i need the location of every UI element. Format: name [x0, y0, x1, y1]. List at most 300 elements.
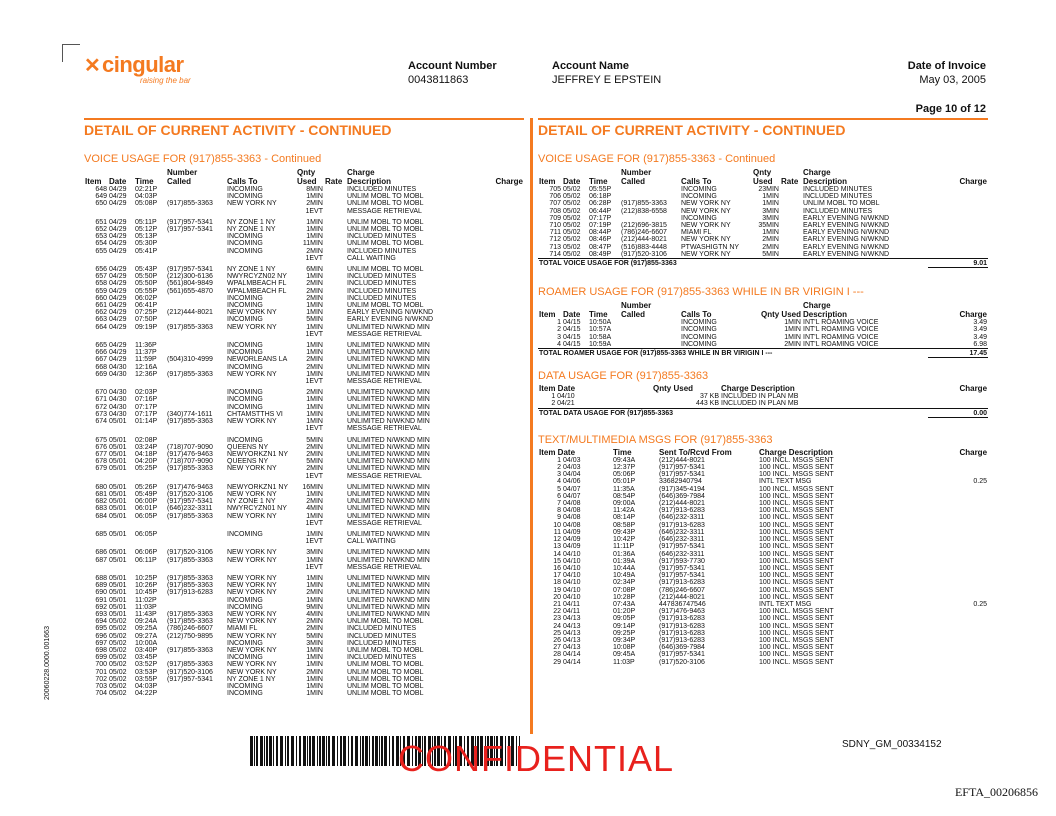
called-cell: (917)957-5341: [167, 498, 213, 506]
rate-cell: [780, 251, 802, 259]
rate-cell: [324, 564, 346, 571]
calls-to-cell: [226, 331, 296, 338]
charge-cell: [466, 690, 524, 697]
charge-cell: [466, 233, 524, 240]
calls-to-cell: INCOMING: [227, 389, 263, 397]
date-cell: 04/13: [563, 644, 581, 652]
right-column: [538, 118, 988, 666]
calls-to-cell: INCOMING: [227, 596, 263, 604]
charge-cell: [466, 280, 524, 287]
time-cell: 09:25A: [135, 625, 158, 633]
called-cell: (917)855-3363: [167, 465, 213, 473]
roamer-usage-table: [538, 300, 988, 358]
calls-to-cell: [226, 378, 296, 385]
charge-cell: [466, 404, 524, 411]
item-cell: 657: [95, 273, 107, 281]
date-cell: 04/29: [109, 193, 127, 201]
sent-to-cell: (917)345-4194: [659, 485, 705, 493]
item-cell: 691: [95, 596, 107, 604]
charge-cell: [928, 222, 988, 229]
charge-cell: [466, 255, 524, 262]
table-row: [84, 389, 524, 396]
col-date: Date: [563, 310, 581, 320]
date-cell: [108, 538, 134, 545]
time-cell: 05:25P: [135, 465, 158, 473]
calls-to-cell: INCOMING: [227, 403, 263, 411]
item-cell: 693: [95, 610, 107, 618]
table-row: [84, 396, 524, 403]
barcode-bar: [303, 736, 306, 766]
item-cell: 669: [95, 370, 107, 378]
time-cell: 09:25P: [613, 629, 636, 637]
date-cell: 05/01: [109, 603, 127, 611]
used-cell: 1MIN: [306, 193, 323, 201]
calls-to-cell: INCOMING: [681, 340, 717, 348]
calls-to-cell: [226, 520, 296, 527]
table-row: [84, 491, 524, 498]
time-cell: [134, 255, 166, 262]
item-cell: 712: [549, 236, 561, 244]
charge-cell: 3.49: [973, 333, 987, 341]
date-cell: 04/30: [109, 363, 127, 371]
charge-cell: [466, 604, 524, 611]
sent-to-cell: (917)957-5341: [659, 572, 705, 580]
calls-to-cell: INCOMING: [227, 294, 263, 302]
table-row: [84, 219, 524, 226]
used-cell: 16MIN: [302, 483, 323, 491]
time-cell: [134, 208, 166, 215]
time-cell: 06:00P: [135, 498, 158, 506]
date-cell: 04/29: [109, 200, 127, 208]
charge-cell: [466, 589, 524, 596]
time-cell: 10:49A: [613, 572, 636, 580]
used-cell: 2MIN: [306, 668, 323, 676]
table-row: [84, 425, 524, 432]
item-cell: 699: [95, 654, 107, 662]
time-cell: 02:34P: [613, 579, 636, 587]
called-cell: (917)855-3363: [167, 418, 213, 426]
date-cell: 05/02: [109, 690, 127, 698]
col-item: Item: [85, 177, 102, 186]
item-cell: 698: [95, 646, 107, 654]
sent-to-cell: (917)957-5341: [659, 564, 705, 572]
description-cell: UNLIMITED N/WKND MIN: [347, 418, 430, 426]
rate-cell: [324, 248, 346, 255]
time-cell: 10:58A: [589, 333, 612, 341]
barcode-bar: [254, 736, 255, 766]
date-cell: 04/09: [563, 536, 581, 544]
calls-to-cell: INCOMING: [227, 186, 263, 193]
time-cell: 06:28P: [589, 200, 612, 208]
table-header: [538, 448, 988, 457]
calls-to-cell: NEW YORK NY: [681, 222, 731, 230]
time-cell: 12:37P: [613, 464, 636, 472]
charge-cell: 3.49: [973, 319, 987, 327]
used-cell: 5MIN: [762, 250, 779, 258]
barcode-bar: [264, 736, 265, 766]
date-cell: 04/29: [109, 349, 127, 357]
calls-to-cell: NEWYORKZN1 NY: [227, 483, 289, 491]
calls-to-cell: NEW YORK NY: [227, 418, 277, 426]
barcode-bar: [266, 736, 268, 766]
used-cell: 5MIN: [306, 632, 323, 640]
rate-cell: [324, 557, 346, 564]
charge-cell: [466, 364, 524, 371]
calls-to-cell: QUEENS NY: [227, 443, 269, 451]
data-total-row: [538, 408, 988, 417]
barcode-bar: [260, 736, 263, 766]
item-cell: [84, 425, 108, 432]
called-cell: (786)246-6607: [621, 229, 667, 237]
table-row: [84, 498, 524, 505]
description-cell: INCLUDED MINUTES: [347, 233, 417, 241]
called-cell: [166, 364, 226, 371]
bates-number: SDNY_GM_00334152: [842, 739, 942, 750]
rate-cell: [324, 186, 346, 193]
called-cell: [166, 425, 226, 432]
item-cell: [84, 473, 108, 480]
charge-cell: [928, 493, 988, 500]
date-cell: 04/29: [109, 218, 127, 226]
rate-cell: [324, 288, 346, 295]
table-row: [538, 222, 988, 229]
description-cell: UNLIMITED N/WKND MIN: [347, 582, 430, 590]
col-called: Called: [621, 177, 646, 186]
time-cell: 07:08P: [613, 586, 636, 594]
item-cell: 683: [95, 505, 107, 513]
called-cell: (917)855-3363: [167, 610, 213, 618]
description-cell: INCLUDED MINUTES: [347, 654, 417, 662]
table-row: [538, 529, 988, 536]
barcode-bar: [276, 736, 278, 766]
calls-to-cell: NEW YORK NY: [227, 323, 277, 331]
rate-cell: [324, 411, 346, 418]
used-cell: 8MIN: [306, 186, 323, 193]
col-charge-top: Charge: [803, 301, 831, 311]
charge-cell: [928, 587, 988, 594]
description-cell: UNLIMITED N/WKND MIN: [347, 603, 430, 611]
table-row: [84, 302, 524, 309]
logo-tagline: raising the bar: [140, 76, 191, 85]
date-cell: 04/29: [109, 273, 127, 281]
used-cell: 1MIN: [306, 490, 323, 498]
time-cell: 10:44A: [613, 564, 636, 572]
date-cell: [108, 520, 134, 527]
used-cell: 3MIN: [762, 207, 779, 215]
time-cell: 09:45A: [613, 651, 636, 659]
charge-cell: [466, 302, 524, 309]
date-cell: 05/01: [109, 465, 127, 473]
rate-cell: [324, 309, 346, 316]
charge-description-cell: 100 INCL. MSGS SENT: [759, 456, 834, 464]
calls-to-cell: NEW YORK NY: [681, 207, 731, 215]
used-cell: 1MIN: [306, 410, 323, 418]
description-cell: UNLIMITED N/WKND MIN: [347, 396, 430, 404]
description-cell: UNLIMITED N/WKND MIN: [347, 465, 430, 473]
table-header: [84, 177, 524, 186]
rate-cell: [324, 226, 346, 233]
crop-mark: [62, 44, 80, 45]
rate-cell: [324, 465, 346, 472]
description-cell: CALL WAITING: [347, 254, 396, 262]
used-cell: 1MIN: [762, 200, 779, 208]
description-cell: UNLIM MOBL TO MOBL: [347, 675, 424, 683]
description-cell: UNLIMITED N/WKND MIN: [347, 342, 430, 350]
time-cell: [134, 564, 166, 571]
description-cell: INCLUDED MINUTES: [803, 193, 873, 201]
called-cell: (917)957-5341: [167, 266, 213, 274]
time-cell: 05:08P: [135, 200, 158, 208]
called-cell: (917)855-3363: [167, 661, 213, 669]
charge-cell: [466, 437, 524, 444]
date-cell: 05/02: [563, 243, 581, 251]
barcode-bar: [322, 736, 325, 766]
used-cell: 1EVT: [305, 378, 323, 386]
date-cell: 04/15: [563, 319, 581, 327]
rate-cell: [780, 244, 802, 251]
item-cell: 24: [553, 622, 561, 630]
sent-to-cell: (917)913-6283: [659, 521, 705, 529]
time-cell: 11:02P: [135, 596, 157, 604]
time-cell: [134, 473, 166, 480]
table-header: [538, 310, 988, 319]
charge-cell: [466, 331, 524, 338]
table-row: [84, 316, 524, 323]
table-row: [84, 557, 524, 564]
charge-cell: [466, 444, 524, 451]
table-row: [538, 393, 988, 400]
used-cell: 1MIN: [306, 654, 323, 662]
time-cell: 04:03P: [135, 193, 158, 201]
col-called: Called: [167, 177, 192, 186]
item-cell: 703: [95, 683, 107, 690]
time-cell: 07:17P: [135, 410, 158, 418]
time-cell: 09:43A: [613, 456, 636, 464]
description-cell: UNLIMITED N/WKND MIN: [347, 556, 430, 564]
table-row: [538, 229, 988, 236]
qnty-used-cell: 37 KB: [699, 393, 720, 401]
charge-cell: [928, 393, 988, 400]
table-row: [84, 324, 524, 331]
time-cell: 10:59A: [589, 340, 612, 348]
item-cell: [84, 331, 108, 338]
time-cell: 11:42A: [613, 507, 635, 515]
charge-cell: [466, 248, 524, 255]
charge-description-cell: 100 INCL. MSGS SENT: [759, 622, 834, 630]
charge-cell: [466, 356, 524, 363]
date-cell: 04/08: [563, 514, 581, 522]
section-title: DETAIL OF CURRENT ACTIVITY - CONTINUED: [538, 118, 988, 139]
used-cell: 1MIN: [306, 226, 323, 234]
calls-to-cell: NEW YORK NY: [227, 610, 277, 618]
col-calls-to: Calls To: [681, 310, 712, 320]
used-cell: 11MIN: [302, 240, 323, 248]
calls-to-cell: [226, 208, 296, 215]
called-cell: [166, 186, 226, 193]
charge-description-cell: 100 INCL. MSGS SENT: [759, 471, 834, 479]
item-cell: 650: [95, 200, 107, 208]
description-cell: UNLIMITED N/WKND MIN: [347, 410, 430, 418]
date-cell: 05/02: [563, 229, 581, 237]
date-cell: 04/07: [563, 485, 581, 493]
used-cell: 1MIN: [306, 342, 323, 350]
table-row: [84, 625, 524, 632]
col-description: Description: [803, 177, 848, 186]
used-cell: 1MIN: [306, 661, 323, 669]
date-cell: 05/02: [109, 683, 127, 690]
table-row: [84, 676, 524, 683]
called-cell: (917)855-3363: [167, 323, 213, 331]
calls-to-cell: INCOMING: [681, 193, 717, 201]
description-cell: INCLUDED MINUTES: [347, 287, 417, 295]
date-cell: 05/01: [109, 530, 127, 538]
description-cell: UNLIMITED N/WKND MIN: [347, 549, 430, 557]
item-cell: 4: [557, 340, 561, 348]
called-cell: (212)696-3815: [621, 222, 667, 230]
charge-cell: [466, 661, 524, 668]
description-cell: MESSAGE RETRIEVAL: [347, 519, 422, 527]
calls-to-cell: INCOMING: [227, 436, 263, 444]
description-cell: UNLIM MOBL TO MOBL: [347, 302, 424, 310]
barcode-bar: [375, 736, 378, 766]
charge-cell: [928, 514, 988, 521]
used-cell: 1EVT: [305, 472, 323, 480]
rate-cell: [324, 240, 346, 247]
table-row: [84, 444, 524, 451]
rate-cell: [324, 437, 346, 444]
item-cell: 688: [95, 574, 107, 582]
used-cell: 1MIN: [306, 582, 323, 590]
table-row: [84, 437, 524, 444]
date-cell: 05/02: [109, 646, 127, 654]
sent-to-cell: (212)444-8021: [659, 456, 705, 464]
account-name-label: Account Name: [552, 60, 630, 72]
item-cell: 701: [95, 668, 107, 676]
barcode-bar: [291, 736, 294, 766]
date-cell: 04/06: [563, 478, 581, 486]
barcode-bar: [280, 736, 283, 766]
item-cell: 707: [549, 200, 561, 208]
charge-cell: [466, 611, 524, 618]
time-cell: 08:58P: [613, 521, 636, 529]
charge-cell: [466, 288, 524, 295]
description-cell: INCLUDED MINUTES: [347, 186, 417, 193]
date-cell: 04/10: [563, 586, 581, 594]
time-cell: 11:03P: [613, 658, 635, 666]
rate-cell: [324, 193, 346, 200]
table-row: [84, 597, 524, 604]
description-cell: UNLIMITED N/WKND MIN: [347, 370, 430, 378]
date-cell: 05/02: [109, 618, 127, 626]
description-cell: UNLIM MOBL TO MOBL: [347, 646, 424, 654]
table-row: [84, 248, 524, 255]
sent-to-cell: (917)957-5341: [659, 651, 705, 659]
table-row: [84, 669, 524, 676]
charge-cell: [466, 425, 524, 432]
voice-usage-title: VOICE USAGE FOR (917)855-3363 - Continued: [538, 153, 776, 165]
charge-description-cell: 100 INCL. MSGS SENT: [759, 514, 834, 522]
called-cell: [166, 437, 226, 444]
date-cell: 04/10: [563, 550, 581, 558]
time-cell: 03:40P: [135, 646, 158, 654]
calls-to-cell: MIAMI FL: [227, 625, 258, 633]
time-cell: 11:36P: [135, 342, 157, 350]
time-cell: 12:16A: [135, 363, 158, 371]
time-cell: 06:05P: [135, 512, 158, 520]
table-row: [84, 683, 524, 690]
called-cell: (504)310-4999: [167, 356, 213, 364]
item-cell: 700: [95, 661, 107, 669]
rate-cell: [324, 633, 346, 640]
col-date: Date: [109, 177, 127, 186]
table-row: [84, 538, 524, 545]
rate-cell: [324, 531, 346, 538]
called-cell: (917)855-3363: [167, 556, 213, 564]
charge-cell: [928, 457, 988, 464]
called-cell: [166, 331, 226, 338]
called-cell: [166, 640, 226, 647]
used-cell: 1MIN: [306, 273, 323, 281]
table-row: [538, 630, 988, 637]
item-cell: 654: [95, 240, 107, 248]
time-cell: 03:52P: [135, 661, 158, 669]
date-cell: 04/08: [563, 500, 581, 508]
used-cell: 2MIN: [306, 287, 323, 295]
charge-cell: [466, 226, 524, 233]
called-cell: (340)774-1611: [167, 410, 213, 418]
called-cell: [166, 473, 226, 480]
description-cell: EARLY EVENING N/WKND: [347, 309, 434, 317]
calls-to-cell: INCOMING: [681, 326, 717, 334]
description-cell: MESSAGE RETRIEVAL: [347, 207, 422, 215]
table-row: [84, 647, 524, 654]
table-row: [538, 236, 988, 243]
cingular-x-icon: ✕: [84, 55, 101, 77]
table-row: [538, 186, 988, 193]
item-cell: [84, 538, 108, 545]
table-row: [84, 349, 524, 356]
time-cell: 01:20P: [613, 608, 636, 616]
date-cell: 04/29: [109, 240, 127, 248]
called-cell: [166, 597, 226, 604]
used-cell: 2MIN: [306, 450, 323, 458]
account-number-block: [408, 59, 497, 87]
description-cell: INCLUDED MINUTES: [347, 294, 417, 302]
rate-cell: [324, 255, 346, 262]
time-cell: 06:01P: [135, 505, 158, 513]
charge-cell: 0.25: [973, 478, 988, 486]
item-cell: 710: [549, 222, 561, 230]
col-time: Time: [589, 310, 608, 320]
col-qnty-top: Qnty: [297, 168, 316, 177]
barcode-bar: [299, 736, 301, 766]
barcode-bar: [379, 736, 380, 766]
charge-cell: [466, 186, 524, 193]
calls-to-cell: NEW YORK NY: [227, 632, 277, 640]
date-cell: 04/30: [109, 370, 127, 378]
barcode-bar: [256, 736, 258, 766]
sent-to-cell: (786)246-6607: [659, 586, 705, 594]
col-charge: Charge: [959, 384, 988, 394]
called-cell: (917)855-3363: [167, 512, 213, 520]
table-row: [84, 288, 524, 295]
barcode-bar: [269, 736, 272, 766]
charge-cell: [466, 633, 524, 640]
sent-to-cell: 33682940794: [659, 478, 702, 486]
date-cell: 05/01: [109, 418, 127, 426]
description-cell: UNLIMITED N/WKND MIN: [347, 389, 430, 397]
rate-cell: [324, 473, 346, 480]
